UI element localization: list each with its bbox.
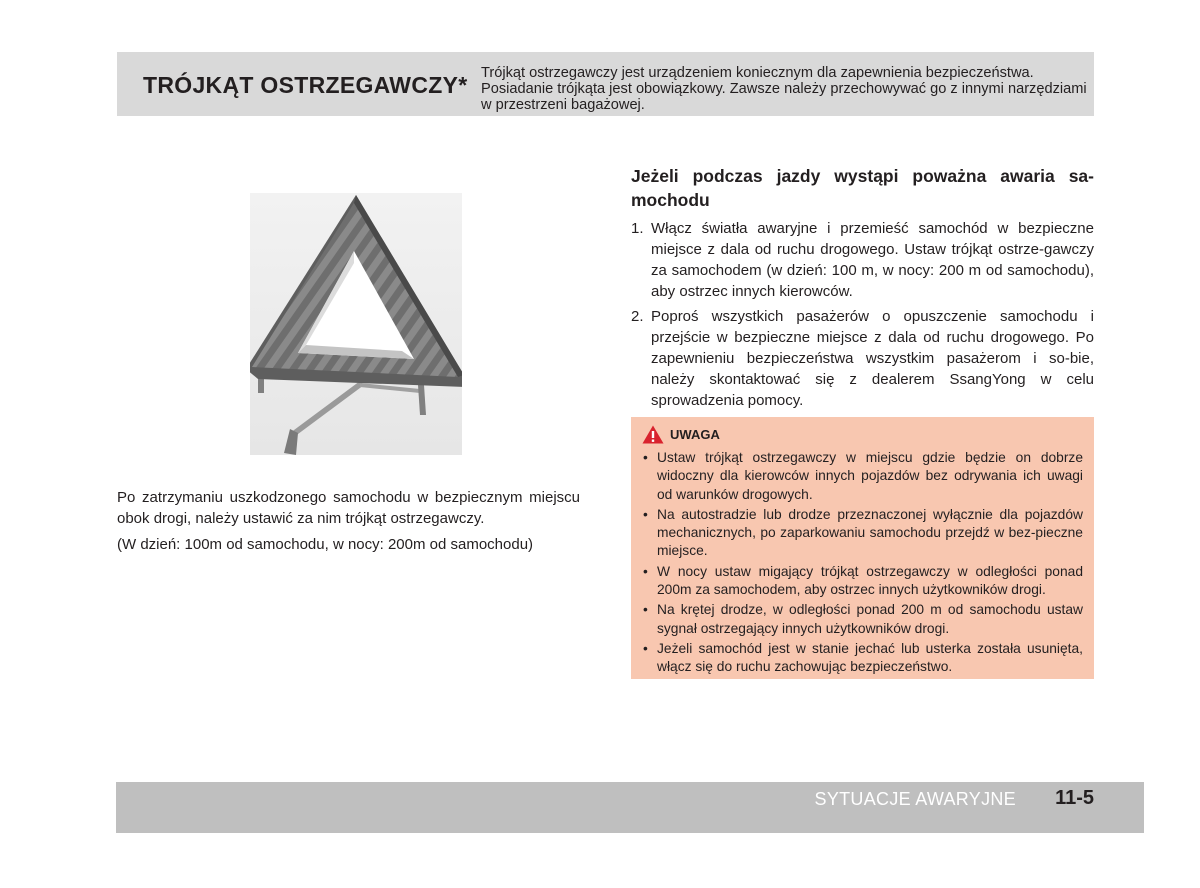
warning-item <box>641 449 1083 504</box>
step-number: 1. <box>631 220 644 237</box>
step-item <box>631 306 1094 411</box>
bullet: • <box>643 450 648 465</box>
procedure-steps <box>631 218 1094 411</box>
step-text: Poproś wszystkich pasażerów o opuszczenie samochodu i przejście w bezpieczne miejsce z dala od ruchu drogowego. Po zapewnieniu bezpieczeństwa wszystkim pasażerom i so-bie, należy skontaktować się z dealerem SsangYong w celu sprowadzenia pomocy. <box>651 308 1094 409</box>
warning-item-text: Na autostradzie lub drodze przeznaczonej wyłącznie dla pojazdów mechanicznych, po zaparkowaniu samochodu przejdź w bez-pieczne miejsce. <box>657 506 1083 559</box>
warning-item-text: W nocy ustaw migający trójkąt ostrzegawczy w odległości ponad 200m za samochodem, aby ostrzec innych użytkowników drogi. <box>657 563 1083 598</box>
bullet: • <box>643 602 648 618</box>
caption-text: Po zatrzymaniu uszkodzonego samochodu w bezpiecznym miejscu obok drogi, należy ustawić za nim trójkąt ostrzegawczy. <box>117 489 580 527</box>
warning-list <box>641 449 1083 679</box>
warning-header <box>642 425 720 444</box>
warning-label: UWAGA <box>670 427 720 442</box>
image-caption <box>117 487 580 560</box>
bullet: • <box>643 563 648 579</box>
page-footer <box>116 782 1144 833</box>
page-title: TRÓJKĄT OSTRZEGAWCZY* <box>143 72 468 98</box>
procedure-section <box>631 164 1094 415</box>
caption-distances: (W dzień: 100m od samochodu, w nocy: 200m od samochodu) <box>117 536 534 553</box>
warning-triangle-photo <box>250 193 462 455</box>
warning-item <box>641 563 1083 600</box>
step-text: Włącz światła awaryjne i przemieść samochód w bezpieczne miejsce z dala od ruchu drogowego. Ustaw trójkąt ostrze-gawczy za samochodem (w dzień: 100 m, w nocy: 200 m od samochodu), aby ostrzec innych kierowców. <box>651 220 1094 300</box>
warning-item <box>641 601 1083 638</box>
warning-item-text: Jeżeli samochód jest w stanie jechać lub usterka została usunięta, włącz się do ruchu zachowując bezpieczeństwo. <box>657 640 1083 675</box>
bullet: • <box>643 506 648 522</box>
warning-icon <box>642 425 664 444</box>
footer-section-title: SYTUACJE AWARYJNE <box>814 789 1016 809</box>
warning-item <box>641 506 1083 561</box>
bullet: • <box>643 640 648 656</box>
warning-item-text: Na krętej drodze, w odległości ponad 200 m od samochodu ustaw sygnał ostrzegający innych użytkowników drogi. <box>657 602 1083 636</box>
warning-item-text: Ustaw trójkąt ostrzegawczy w miejscu gdzie będzie on dobrze widoczny dla kierowców innych pojazdów bez odrywania ich uwagi od warunków drogowych. <box>657 450 1083 502</box>
warning-item <box>641 640 1083 677</box>
section-heading: Jeżeli podczas jazdy wystąpi poważna awaria sa-mochodu <box>631 166 1094 210</box>
warning-box <box>631 417 1094 679</box>
page-header <box>117 52 1094 116</box>
header-description: Trójkąt ostrzegawczy jest urządzeniem koniecznym dla zapewnienia bezpieczeństwa. Posiadanie trójkąta jest obowiązkowy. Zawsze należy przechowywać go z innymi narzędziami w przestrzeni bagażowej. <box>481 65 1087 113</box>
page-number: 11-5 <box>1055 787 1094 809</box>
step-number: 2. <box>631 308 644 325</box>
step-item <box>631 218 1094 302</box>
